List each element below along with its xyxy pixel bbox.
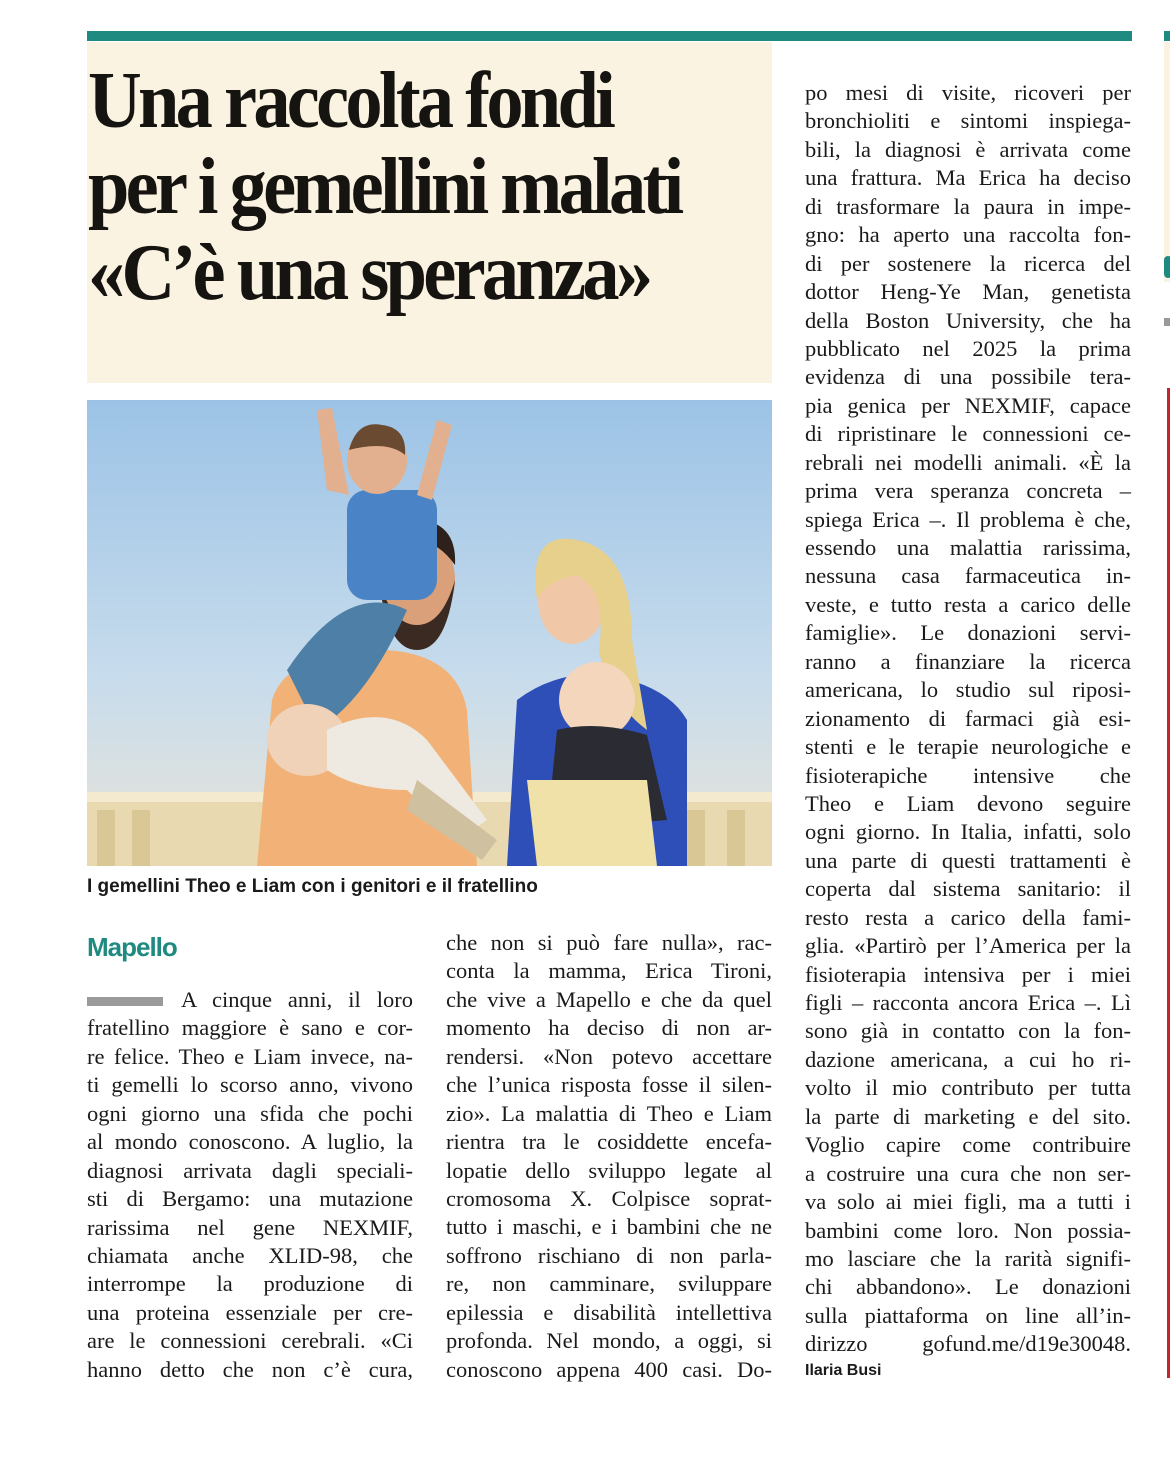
article-line: che non si può fare nulla», rac- <box>446 930 772 955</box>
article-line: dottor Heng-Ye Man, genetista <box>805 279 1131 305</box>
article-line: bili, la diagnosi è arrivata come <box>805 136 1131 162</box>
article-line: sti di Bergamo: una mutazione <box>87 1186 413 1212</box>
article-line: cromosoma X. Colpisce soprat- <box>446 1185 772 1211</box>
article-line: po mesi di visite, ricoveri per <box>805 80 1131 105</box>
article-line: una frattura. Ma Erica ha deciso <box>805 165 1131 191</box>
article-line: interrompe la produzione di <box>87 1271 413 1297</box>
article-line: re, non camminare, sviluppare <box>446 1271 772 1297</box>
article-line <box>87 986 413 1014</box>
article-line: are le connessioni cerebrali. «Ci <box>87 1328 413 1354</box>
family-photo <box>87 400 772 866</box>
article-line: coperta dal sistema sanitario: il <box>805 876 1131 902</box>
article-line: dirizzo gofund.me/d19e30048. <box>805 1331 1131 1357</box>
article-line: zionamento di farmaci già esi- <box>805 705 1131 731</box>
article-line: Voglio capire come contribuire <box>805 1132 1131 1158</box>
article-line: al mondo conoscono. A luglio, la <box>87 1129 413 1155</box>
article-line: conta la mamma, Erica Tironi, <box>446 958 772 984</box>
article-line: prima vera speranza concreta – <box>805 478 1131 504</box>
headline-line: per i gemellini malati <box>88 143 681 231</box>
article-line: figli – racconta ancora Erica –. Lì <box>805 990 1131 1015</box>
article-line: va solo ai miei figli, ma a tutti i <box>805 1189 1131 1215</box>
article-line: Theo e Liam devono seguire <box>805 790 1131 816</box>
article-line: re felice. Theo e Liam invece, na- <box>87 1043 413 1069</box>
article-line: evidenza di una possibile tera- <box>805 364 1131 390</box>
article-line: rientra tra le cosiddette encefa- <box>446 1129 772 1155</box>
article-line: stenti e le terapie neurologiche e <box>805 734 1131 760</box>
photo-caption: I gemellini Theo e Liam con i genitori e il fratellino <box>87 876 538 897</box>
article-column-1 <box>87 986 413 1384</box>
article-lines <box>87 1014 413 1384</box>
article-line: fisioterapia intensiva per i miei <box>805 961 1131 987</box>
article-line: veste, e tutto resta a carico delle <box>805 591 1131 617</box>
article-line: epilessia e disabilità intellettiva <box>446 1299 772 1325</box>
article-line: tutto i maschi, e i bambini che ne <box>446 1214 772 1240</box>
article-line: rendersi. «Non potevo accettare <box>446 1043 772 1069</box>
article-line: lopatie dello sviluppo legate al <box>446 1157 772 1183</box>
article-line: dazione americana, a cui ho ri- <box>805 1046 1131 1072</box>
article-line: della Boston University, che ha <box>805 307 1131 333</box>
byline: Ilaria Busi <box>805 1362 882 1379</box>
article-line: gno: ha aperto una raccolta fon- <box>805 222 1131 248</box>
article-line: zio». La malattia di Theo e Liam <box>446 1100 772 1126</box>
article-line: che vive a Mapello e che da quel <box>446 986 772 1012</box>
article-line: chiamata anche XLID-98, che <box>87 1242 413 1268</box>
article-line: nessuna casa farmaceutica in- <box>805 563 1131 589</box>
article-line: pia genica per NEXMIF, capace <box>805 392 1131 418</box>
article-line: essendo una malattia rarissima, <box>805 535 1131 560</box>
article-line: che l’unica risposta fosse il silen- <box>446 1072 772 1098</box>
article-line: mo lasciare che la rarità signifi- <box>805 1245 1131 1271</box>
article-column-3 <box>805 79 1131 1359</box>
article-line: ogni giorno. In Italia, infatti, solo <box>805 819 1131 845</box>
article-line: la parte di marketing e del sito. <box>805 1103 1131 1129</box>
article-line: di ripristinare le connessioni ce- <box>805 421 1131 447</box>
article-line: conoscono appena 400 casi. Do- <box>446 1356 772 1382</box>
article-line: americana, lo studio sul riposi- <box>805 677 1131 703</box>
article-line: famiglie». Le donazioni servi- <box>805 620 1131 646</box>
article-line: bronchioliti e sintomi inspiega- <box>805 108 1131 134</box>
article-line: a costruire una cura che non ser- <box>805 1160 1131 1186</box>
article-line: resto resta a carico della fami- <box>805 904 1131 930</box>
article-first-line: A cinque anni, il loro <box>181 987 413 1012</box>
article-line: ogni giorno una sfida che pochi <box>87 1100 413 1126</box>
article-line: momento ha deciso di non ar- <box>446 1015 772 1041</box>
article-line: una parte di questi trattamenti è <box>805 847 1131 873</box>
article-line: pubblicato nel 2025 la prima <box>805 335 1131 361</box>
article-line: fisioterapiche intensive che <box>805 762 1131 788</box>
headline <box>88 58 739 316</box>
adjacent-article-edge <box>1160 0 1170 1457</box>
article-line: di per sostenere la ricerca del <box>805 250 1131 276</box>
section-color-bar <box>87 31 1132 41</box>
article-line: fratellino maggiore è sano e cor- <box>87 1015 413 1041</box>
article-line: diagnosi arrivata dagli speciali- <box>87 1157 413 1183</box>
article-line: sulla piattaforma on line all’in- <box>805 1302 1131 1328</box>
article-line: bambini come loro. Non possia- <box>805 1217 1131 1243</box>
article-line: volto il mio contributo per tutta <box>805 1075 1131 1101</box>
article-line: ti gemelli lo scorso anno, vivono <box>87 1072 413 1098</box>
article-line: di trasformare la paura in impe- <box>805 193 1131 219</box>
article-line: sono già in contatto con la fon- <box>805 1018 1131 1044</box>
article-line: una proteina essenziale per cre- <box>87 1299 413 1325</box>
article-line: ranno a finanziare la ricerca <box>805 648 1131 674</box>
location-kicker: Mapello <box>87 932 177 962</box>
article-line: spiega Erica –. Il problema è che, <box>805 506 1131 532</box>
article-line: rarissima nel gene NEXMIF, <box>87 1214 413 1240</box>
article-line: chi abbandono». Le donazioni <box>805 1274 1131 1300</box>
article-column-2 <box>446 929 772 1384</box>
lead-marker <box>87 997 163 1006</box>
headline-line: Una raccolta fondi <box>88 57 613 145</box>
article-line: profonda. Nel mondo, a oggi, si <box>446 1328 772 1354</box>
article-line: soffrono rischiano di non parla- <box>446 1242 772 1268</box>
article-line: glia. «Partirò per l’America per la <box>805 933 1131 959</box>
headline-line: «C’è una speranza» <box>88 229 650 317</box>
article-line: hanno detto che non c’è cura, <box>87 1356 413 1382</box>
article-line: rebrali nei modelli animali. «È la <box>805 449 1131 475</box>
